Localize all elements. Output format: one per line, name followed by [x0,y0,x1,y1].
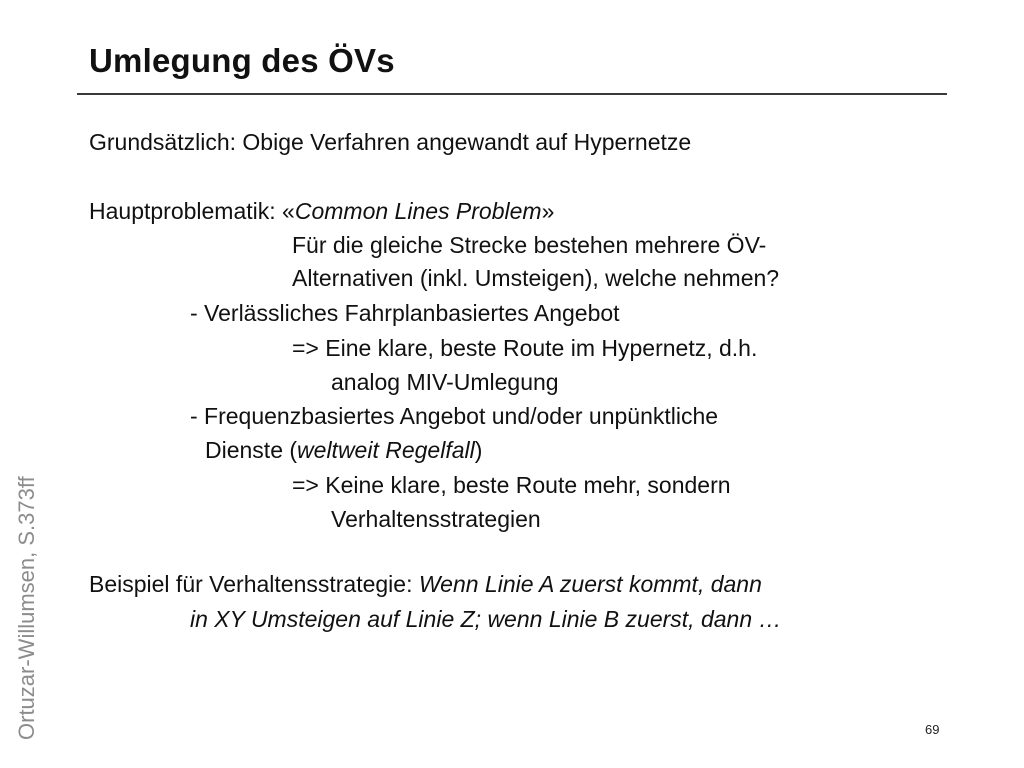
problem-label: Hauptproblematik: « [89,198,295,224]
case-2-suffix: ) [474,437,483,463]
example-label: Beispiel für Verhaltensstrategie: [89,571,419,597]
case-1-result-line-2: analog MIV-Umlegung [331,369,559,395]
case-1-title: - Verlässliches Fahrplanbasiertes Angebot [190,300,620,326]
example-line-2 [190,608,782,631]
case-2-result-line-1: => Keine klare, beste Route mehr, sondern [292,472,731,498]
problem-description-line-1: Für die gleiche Strecke bestehen mehrere ÖV- [292,232,767,258]
case-2-title-line-1: - Frequenzbasiertes Angebot und/oder unpünktliche [190,403,719,429]
case-1-result-line-1: => Eine klare, beste Route im Hypernetz, d.h. [292,335,758,361]
intro-line: Grundsätzlich: Obige Verfahren angewandt auf Hypernetze [89,129,692,155]
example-line-1 [89,573,762,596]
title-divider [77,93,947,95]
example-text-2: in XY Umsteigen auf Linie Z; wenn Linie B zuerst, dann … [190,606,782,632]
case-2-title-line-2 [205,439,482,462]
case-2-result-line-2: Verhaltensstrategien [331,506,541,532]
problem-name: Common Lines Problem [294,198,542,224]
problem-line [89,200,554,223]
case-2-note: weltweit Regelfall [297,437,475,463]
slide-title: Umlegung des ÖVs [89,42,395,79]
example-text-1: Wenn Linie A zuerst kommt, dann [418,571,762,597]
problem-close: » [541,198,555,224]
case-2-prefix: Dienste ( [205,437,298,463]
problem-description-line-2: Alternativen (inkl. Umsteigen), welche nehmen? [292,265,780,291]
source-note: Ortuzar-Willumsen, S.373ff [14,476,39,740]
page-number: 69 [925,722,940,737]
